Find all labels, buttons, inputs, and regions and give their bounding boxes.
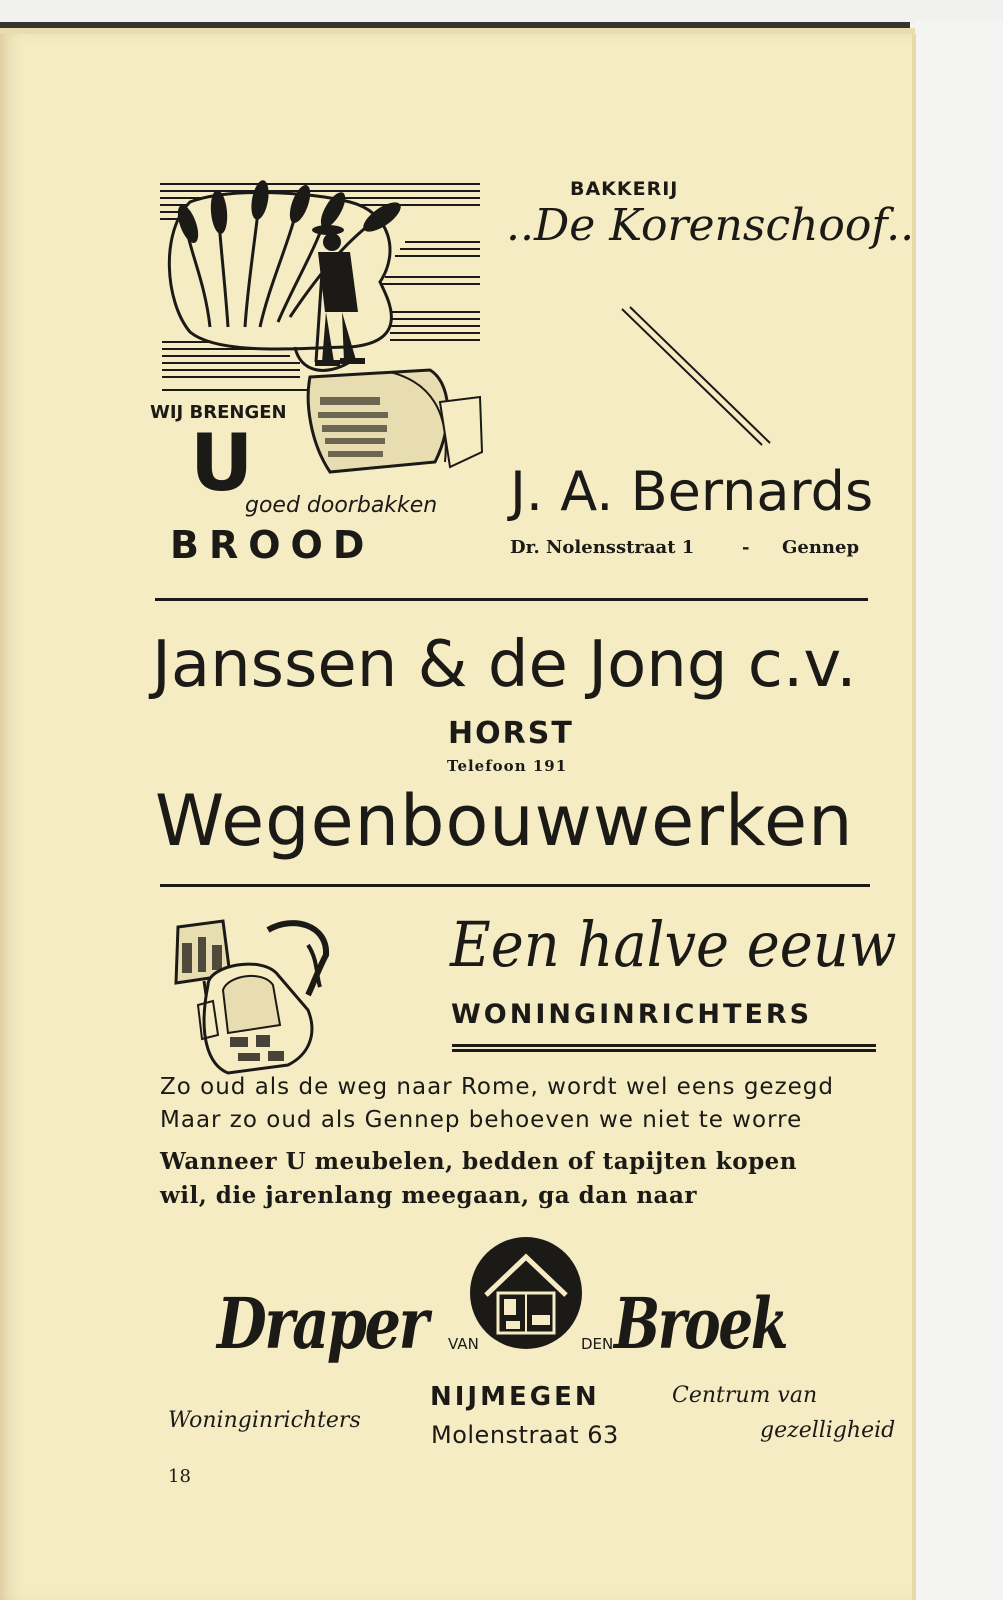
footer-street: Molenstraat 63 xyxy=(431,1421,619,1449)
slogan-big-u: U xyxy=(190,419,254,509)
footer-city: NIJMEGEN xyxy=(430,1382,600,1412)
slogan-line-3: BROOD xyxy=(170,523,375,567)
bakery-city: Gennep xyxy=(782,537,860,558)
contractor-city: HORST xyxy=(448,716,574,751)
house-logo xyxy=(466,1235,586,1355)
footer-right-line-1: Centrum van xyxy=(672,1383,818,1408)
body-line-4: wil, die jarenlang meegaan, ga dan naar xyxy=(160,1182,697,1209)
contractor-trade: Wegenbouwwerken xyxy=(155,780,854,862)
body-line-1: Zo oud als de weg naar Rome, wordt wel eens gezegd xyxy=(160,1074,835,1100)
scan-background-right xyxy=(916,20,1003,1600)
bakery-owner: J. A. Bernards xyxy=(510,460,874,523)
body-line-3: Wanneer U meubelen, bedden of tapijten kopen xyxy=(160,1148,798,1175)
divider-2 xyxy=(160,884,870,887)
page-number: 18 xyxy=(168,1466,191,1487)
brand-den: DEN xyxy=(581,1335,614,1353)
brand-name-part-1: Draper xyxy=(217,1282,427,1365)
bakery-address-separator: - xyxy=(742,537,750,558)
bakery-kicker: BAKKERIJ xyxy=(570,178,679,200)
footer-right-line-2: gezelligheid xyxy=(760,1418,896,1443)
slogan-line-1: WIJ BRENGEN xyxy=(150,402,287,423)
footer-left-text: Woninginrichters xyxy=(168,1408,361,1433)
bread-illustration xyxy=(150,172,495,572)
scan-background-top xyxy=(0,0,1003,24)
body-line-2: Maar zo oud als Gennep behoeven we niet te worre xyxy=(160,1107,803,1133)
contractor-name: Janssen & de Jong c.v. xyxy=(152,628,857,702)
contractor-phone: Telefoon 191 xyxy=(447,757,568,775)
furniture-subtitle: WONINGINRICHTERS xyxy=(451,999,813,1030)
brand-van: VAN xyxy=(448,1335,479,1353)
furniture-illustration xyxy=(168,915,338,1075)
bakery-name: ..De Korenschoof.. xyxy=(506,200,915,251)
slogan-line-2: goed doorbakken xyxy=(245,493,438,518)
divider-1 xyxy=(155,598,868,601)
bakery-street: Dr. Nolensstraat 1 xyxy=(510,537,695,558)
furniture-double-rule xyxy=(452,1044,876,1052)
decorative-slash xyxy=(618,305,773,450)
brand-name-part-2: Broek xyxy=(614,1282,787,1365)
furniture-title: Een halve eeuw xyxy=(450,908,897,981)
